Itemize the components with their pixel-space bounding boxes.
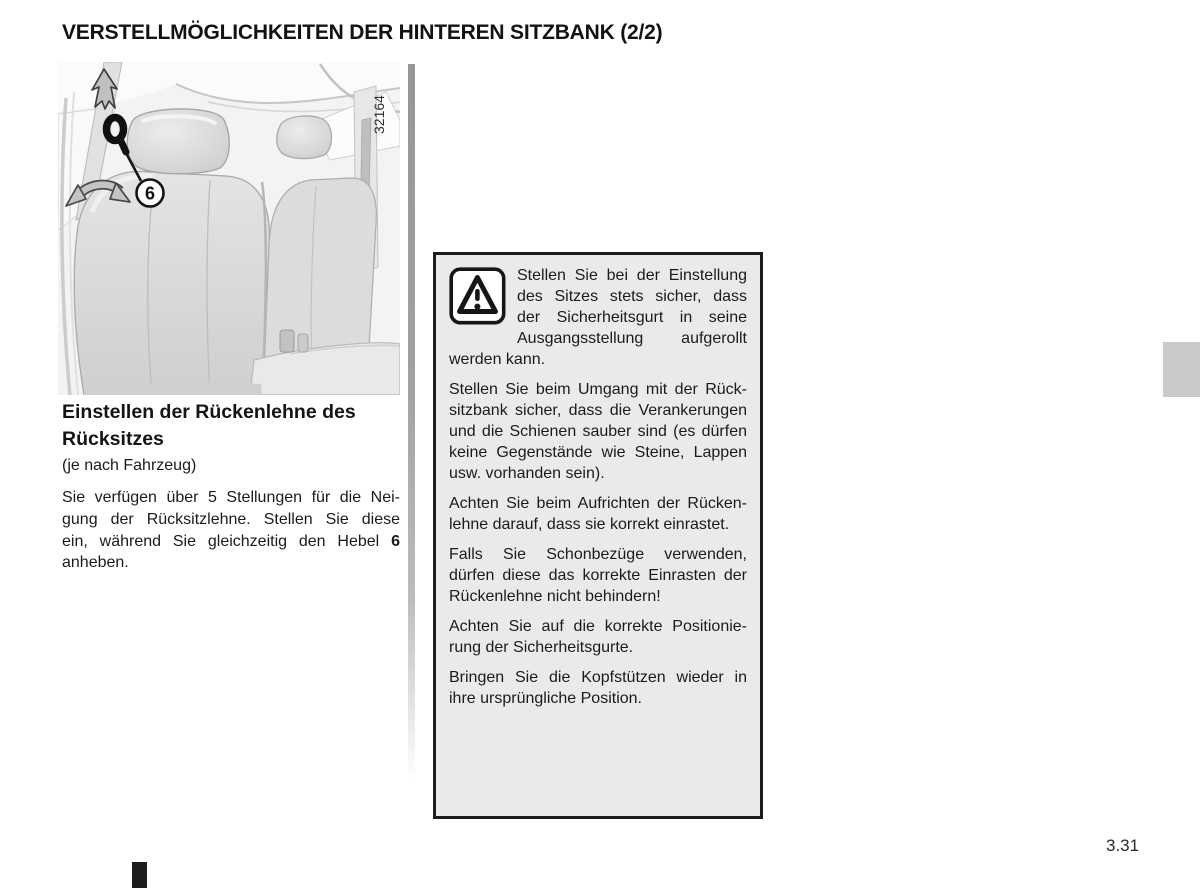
figure-id-label: 32164	[371, 95, 387, 134]
warning-triangle-icon	[449, 265, 506, 349]
text-line: rung der Sicherheitsgurte.	[449, 639, 634, 656]
lever-number-bold: 6	[391, 532, 400, 550]
callout-number: 6	[144, 183, 156, 204]
text-line: Sie verfügen über 5 Stellungen für die Nei-	[62, 489, 400, 506]
warning-paragraph	[449, 544, 747, 607]
rear-seat-illustration	[58, 62, 400, 395]
text-line: gung der Rücksitzlehne. Stellen Sie diese	[62, 510, 400, 528]
headrest-left	[127, 109, 229, 174]
belt-buckle-2	[298, 334, 308, 352]
page-number: 3.31	[1106, 836, 1140, 855]
text-line: Einstellen der Rückenlehne des	[62, 401, 356, 423]
variant-note: (je nach Fahrzeug)	[62, 457, 197, 474]
body-paragraph	[62, 487, 400, 574]
text-line: lehne darauf, dass sie korrekt einrastet.	[449, 516, 730, 533]
text-line: Rücksitzes	[62, 428, 164, 450]
text-line: Falls Sie Schonbezüge verwenden,	[449, 546, 747, 563]
text-line: und die Schienen sauber sind (es dürfen	[449, 423, 747, 440]
warning-paragraph	[449, 667, 747, 709]
column-divider	[408, 64, 415, 780]
warning-paragraph-lead	[517, 265, 747, 349]
text-line: anheben.	[62, 554, 129, 572]
text-line: Stellen Sie beim Umgang mit der Rück-	[449, 381, 747, 398]
text-line: usw. vorhanden sein).	[449, 465, 605, 482]
text-line: des Sitzes stets sicher, dass	[517, 288, 747, 305]
text-line: ihre ursprüngliche Position.	[449, 690, 642, 707]
warning-paragraph-lead-end: werden kann.	[449, 351, 546, 368]
section-tab-marker	[1163, 342, 1200, 397]
text-line: der Sicherheitsgurt in seine	[517, 309, 747, 326]
print-section-mark	[132, 862, 147, 888]
left-column	[62, 399, 400, 574]
belt-buckle-1	[280, 330, 294, 352]
seatback-left	[74, 171, 269, 395]
text-line: Rückenlehne nicht behindern!	[449, 588, 661, 605]
warning-paragraph	[449, 616, 747, 658]
text-line: Achten Sie beim Aufrichten der Rücken-	[449, 495, 747, 512]
warning-paragraphs	[449, 379, 747, 709]
page-title: VERSTELLMÖGLICHKEITEN DER HINTEREN SITZBANK (2/2)	[62, 21, 663, 44]
text-line: dürfen diese das korrekte Einrasten der	[449, 567, 747, 584]
headrest-right	[277, 116, 332, 159]
text-segment: ein, während Sie gleichzeitig den Hebel	[62, 532, 392, 550]
section-heading	[62, 399, 400, 453]
text-line: Ausgangsstellung aufgerollt	[517, 330, 747, 347]
text-line: Achten Sie auf die korrekte Positionie-	[449, 618, 747, 635]
text-line: Stellen Sie bei der Einstellung	[517, 267, 747, 284]
warning-paragraph	[449, 493, 747, 535]
text-line: Bringen Sie die Kopfstützen wieder in	[449, 669, 747, 686]
warning-paragraph	[449, 379, 747, 484]
text-line: sitzbank sicher, dass die Verankerungen	[449, 402, 747, 419]
warning-lead-row	[449, 265, 747, 349]
text-line: keine Gegenstände wie Steine, Lappen	[449, 444, 747, 461]
text-line	[62, 531, 400, 553]
figure-rear-seat-photo	[58, 62, 400, 395]
warning-box	[433, 252, 763, 819]
